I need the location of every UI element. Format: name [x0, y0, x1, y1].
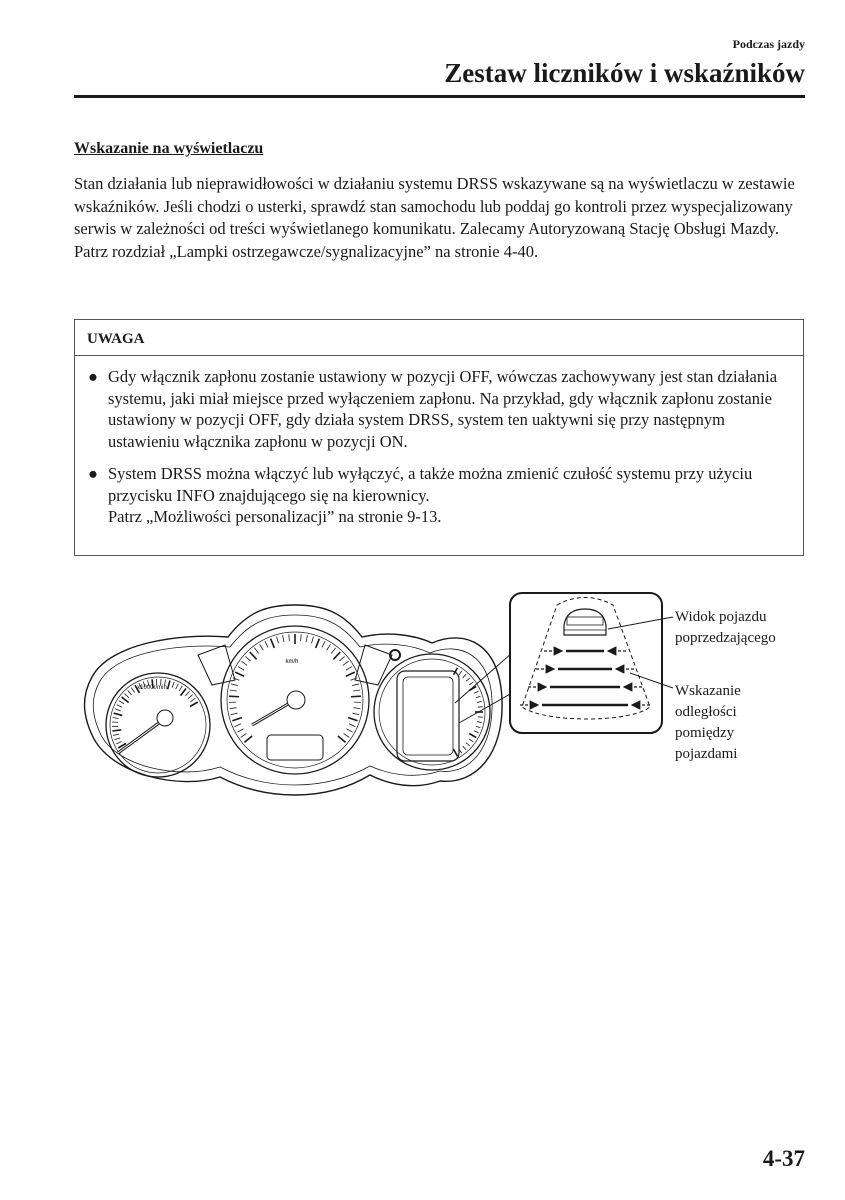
gauge-tick: [477, 722, 482, 723]
gauge-tick: [346, 667, 352, 671]
gauge-tick: [235, 672, 244, 676]
gauge-tick: [271, 639, 275, 648]
gauge-tick: [301, 634, 302, 641]
tach-unit-label: x1000r/min: [137, 685, 167, 691]
gauge-tick: [463, 746, 466, 750]
gauge-tick: [231, 684, 238, 686]
gauge-tick: [333, 652, 340, 659]
gauge-tick: [122, 697, 129, 702]
chapter-title: Podczas jazdy: [732, 37, 805, 51]
gauge-tick: [181, 689, 186, 696]
gauge-tick: [277, 637, 279, 644]
bullet-icon: ●: [88, 367, 98, 386]
gauge-tick: [349, 724, 355, 727]
gauge-tick: [231, 713, 238, 715]
gauge-tick: [232, 718, 241, 721]
gauge-tick: [474, 731, 479, 733]
drss-display-zoom: [510, 593, 662, 733]
gauge-tick: [347, 729, 353, 732]
gauge-tick: [352, 684, 359, 686]
bullet-icon: ●: [88, 464, 98, 483]
gauge-tick: [241, 733, 247, 737]
note-item-text: System DRSS można włączyć lub wyłączyć, a także można zmienić czułość systemu przy użyciu przycisku INFO znajdującego się na kierownicy.: [108, 464, 753, 505]
gauge-tick: [237, 729, 243, 732]
gauge-tick: [283, 635, 284, 642]
gauge-tick: [117, 705, 122, 708]
gauge-tick: [331, 648, 335, 654]
gauge-tick: [476, 726, 481, 728]
tachometer-gauge: [106, 673, 210, 777]
gauge-tick: [478, 707, 483, 708]
page-number: 4-37: [762, 1146, 805, 1171]
gauge-tick: [477, 701, 482, 702]
distance-label-line: odległości: [675, 704, 737, 720]
gauge-tick: [235, 724, 241, 727]
gauge-tick: [185, 691, 189, 695]
gauge-tick: [454, 749, 458, 756]
distance-label-line: Wskazanie: [675, 683, 741, 699]
note-item-1: [88, 366, 789, 452]
gauge-tick: [469, 739, 473, 742]
gauge-tick: [322, 641, 325, 647]
gauge-tick: [476, 696, 481, 698]
gauge-tick: [168, 681, 170, 690]
gauge-tick: [474, 691, 479, 693]
vehicle-label-line: poprzedzającego: [675, 630, 776, 646]
gauge-tick: [131, 688, 134, 693]
gauge-tick: [346, 672, 355, 676]
gauge-tick: [241, 661, 247, 665]
paragraph-display-status: Stan działania lub nieprawidłowości w działaniu systemu DRSS wskazywane są na wyświetlaczu w zestawie wskaźników. Jeśli chodzi o usterki, sprawdź stan samochodu lub poddaj go kontroli przez wyspecjalizowany serwis w zależności od treści wyświetlanego komunikatu. Zalecamy Autoryzowaną Stację Obsługi Mazdy.: [74, 174, 795, 238]
gauge-tick: [306, 635, 307, 642]
note-item-text: Gdy włącznik zapłonu zostanie ustawiony w pozycji OFF, wówczas zachowywany jest stan działania systemu, jaki miał miejsce przed wyłączeniem zapłonu. Na przykład, gdy włącznik zapłonu zostanie ustawiony w pozycji OFF, gdy działa system DRSS, system ten uaktywni się przy następnym ustawieniu włącznika zapłonu w pozycji ON.: [108, 367, 778, 451]
gauge-tick: [316, 639, 320, 648]
gauge-tick: [188, 695, 193, 699]
gauge-tick: [254, 648, 258, 654]
gauge-tick: [244, 736, 252, 742]
gauge-tick: [179, 686, 182, 691]
paragraph-reference: Patrz rozdział „Lampki ostrzegawcze/sygnalizacyjne” na stronie 4-40.: [74, 241, 539, 261]
gauge-tick: [116, 742, 121, 744]
gauge-tick: [344, 733, 350, 737]
gauge-tick: [351, 696, 361, 697]
gauge-tick: [343, 661, 349, 665]
gauge-tick: [466, 743, 470, 746]
distance-indication-label: [675, 681, 741, 765]
gauge-tick: [289, 634, 290, 641]
section-body: [74, 173, 809, 263]
distance-label-line: pojazdami: [675, 746, 738, 762]
gauge-tick: [119, 701, 124, 704]
gauge-tick: [115, 709, 121, 711]
distance-label-line: pomiędzy: [675, 725, 735, 741]
gauge-tick: [463, 674, 466, 678]
gauge-tick: [114, 738, 120, 740]
multi-information-display: [374, 654, 490, 770]
gauge-tick: [260, 644, 264, 650]
gauge-tick: [113, 734, 119, 735]
page-title: Zestaw liczników i wskaźników: [444, 58, 805, 88]
gauge-tick: [327, 644, 331, 650]
speed-lcd: [267, 735, 323, 760]
speedometer-gauge: [221, 626, 369, 774]
gauge-tick: [469, 682, 473, 685]
gauge-tick: [230, 708, 237, 709]
gauge-tick: [112, 730, 121, 731]
note-item-reference: Patrz „Możliwości personalizacji” na stronie 9-13.: [108, 507, 442, 526]
note-list: [75, 356, 803, 528]
speed-unit-label: km/h: [285, 659, 299, 665]
vehicle-view-label: [675, 607, 776, 649]
gauge-tick: [190, 702, 198, 707]
gauge-tick: [353, 708, 360, 709]
gauge-tick: [229, 696, 239, 697]
gauge-tick: [113, 718, 119, 719]
gauge-tick: [265, 641, 268, 647]
section-heading: Wskazanie na wyświetlaczu: [74, 140, 264, 157]
gauge-tick: [353, 690, 360, 691]
gauge-tick: [339, 656, 344, 661]
gauge-tick: [459, 671, 462, 675]
gauge-tick: [172, 682, 174, 688]
note-heading: UWAGA: [75, 320, 803, 356]
vehicle-label-line: Widok pojazdu: [675, 609, 767, 625]
gauge-tick: [250, 652, 257, 659]
gauge-tick: [466, 678, 470, 681]
gauge-tick: [338, 736, 346, 742]
gauge-tick: [238, 667, 244, 671]
instrument-cluster-diagram: [70, 585, 805, 800]
gauge-tick: [191, 698, 196, 701]
gauge-tick: [478, 717, 483, 718]
gauge-tick: [348, 718, 357, 721]
gauge-tick: [245, 656, 250, 661]
gauge-tick: [353, 713, 360, 715]
gauge-tick: [230, 690, 237, 691]
note-box: [74, 319, 804, 556]
gauge-tick: [114, 713, 123, 715]
gauge-tick: [312, 637, 314, 644]
gauge-tick: [469, 734, 476, 738]
gauge-tick: [128, 690, 132, 695]
gauge-tick: [176, 684, 179, 689]
gauge-tick: [124, 694, 128, 698]
note-item-2: [88, 463, 789, 528]
header-rule: [74, 95, 805, 98]
